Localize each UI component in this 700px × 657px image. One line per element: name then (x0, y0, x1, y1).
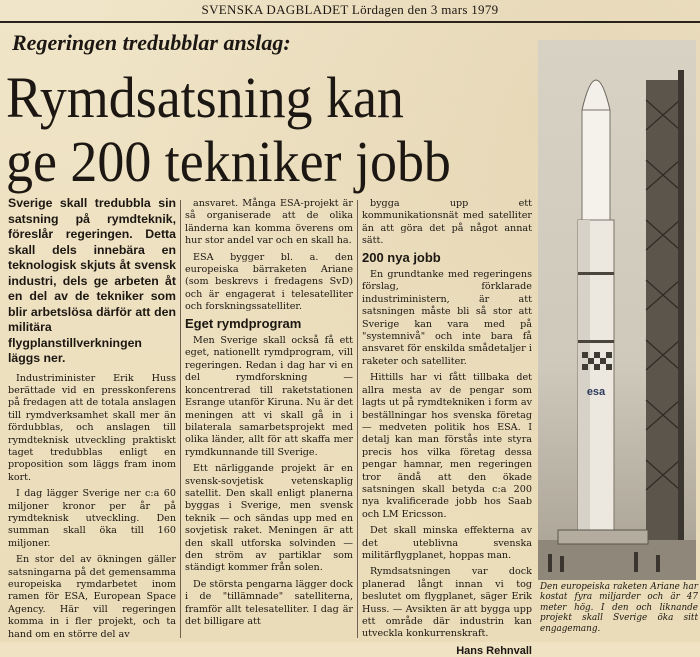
rocket-esa-logo: esa (586, 386, 606, 398)
body-paragraph: bygga upp ett kommunikationsnät med satelliter än att göra det på något annat sätt. (362, 198, 532, 247)
byline: Hans Rehnvall (456, 644, 532, 657)
subhead-eget-rymdprogram: Eget rymdprogram (185, 315, 302, 331)
kicker: Regeringen tredubblar anslag: (12, 30, 291, 55)
headline-line-2: ge 200 tekniker jobb (6, 129, 451, 194)
body-paragraph: ESA bygger bl. a. den europeiska bärraketen Ariane (som beskrevs i fredagens SvD) och är engagerat i telesatelliter och forskningssatelliter. (185, 251, 353, 313)
body-paragraph: En stor del av ökningen gäller satsningarna på det gemensamma europeiska rymdarbetet inom ramen för ESA, European Space Agency. Här vill regeringen komma in i fler projekt, och ta hand om en större del av (8, 554, 176, 640)
masthead: SVENSKA DAGBLADET Lördagen den 3 mars 1979 (201, 2, 499, 17)
body-paragraph: Industriminister Erik Huss berättade vid en presskonferens på fredagen att de totala anslagen till rymdverksamhet skall mer än fördubblas, och anslagen till rymdteknisk utveckling praktiskt taget tredubblas enligt en proposition som läggs fram inom kort. (8, 372, 176, 483)
lead-paragraph: Sverige skall tredubbla sin satsning på rymdteknik, föreslår regeringen. Detta skall dels innebära en teknologisk skjuts åt svensk industri, dels ge arbeten åt en del av de tekniker som blir arbetslösa därför att den militära flygplanstillverkningen läggs ner. (8, 196, 176, 365)
body-paragraph: Ett närliggande projekt är en svensk-sovjetisk vetenskaplig satellit. Den skall enligt planerna byggas i Sverige, men svensk teknik — och sändas upp med en sovjetisk raket. Meningen är att den skall utforska solvinden — den ström av partiklar som ständigt kommer från solen. (185, 463, 353, 574)
photo-caption: Den europeiska raketen Ariane har kostat fyra miljarder och är 47 meter hög. I den och liknande projekt skall Sverige öka sitt engagemang. (540, 582, 698, 634)
column-2 (185, 198, 353, 632)
column-divider (180, 200, 181, 638)
headline-line-1: Rymdsatsning kan (6, 65, 404, 130)
subhead-200-nya-jobb: 200 nya jobb (362, 249, 441, 265)
body-paragraph: Rymdsatsningen var dock planerad långt innan vi tog beslutet om flygplanet, säger Erik Huss. — Avsikten är att bygga upp ett område där industrin kan utveckla konkurrenskraft. (362, 566, 532, 640)
body-paragraph: De största pengarna lägger dock i de "tillämnade" satelliterna, framför allt telesatelliter. I dag är det billigare att (185, 578, 353, 627)
column-3 (362, 198, 532, 657)
body-paragraph: Men Sverige skall också få ett eget, nationellt rymdprogram, vill regeringen. Redan i dag har vi en del rymdforskning — koncentrerad till raketstationen Esrange utanför Kiruna. Nu är det meningen att vi skall gå in i bilaterala samarbetsprojekt med olika länder, allt för att skaffa mer rymdkunnande till Sverige. (185, 335, 353, 458)
rocket-photo (538, 40, 696, 580)
body-paragraph: En grundtanke med regeringens förslag, förklarade industriministern, är att satsningen måste bli så stor att Sverige kan vara med på "systemnivå" och inte bara få ansvaret för enskilda smådetaljer i raketer och satelliter. (362, 269, 532, 367)
rocket-illustration (538, 40, 696, 580)
body-paragraph: I dag lägger Sverige ner c:a 60 miljoner kronor per år på rymdteknisk utveckling. Den summan skall öka till 160 miljoner. (8, 488, 176, 549)
column-divider (357, 200, 358, 638)
headline (6, 66, 497, 194)
body-paragraph: Hittills har vi fått tillbaka det allra mesta av de pengar som lagts ut på rymdtekniken i form av beställningar hos svenska företag — medveten politik hos ESA. I detalj kan man förstås inte styra precis hos vilka företag dessa pengar hamnar, men regeringen tror ändå att den ökade satsningen skall betyda c:a 200 nya kvalificerade jobb hos Saab och LM Ericsson. (362, 372, 532, 520)
masthead-rule (0, 21, 700, 23)
column-1 (8, 196, 176, 645)
body-paragraph: Det skall minska effekterna av det uteblivna svenska militärflygplanet, hoppas man. (362, 525, 532, 561)
body-paragraph: ansvaret. Många ESA-projekt är så organiserade att de olika länderna kan komma överens om hur stor andel var och en skall ha. (185, 198, 353, 247)
